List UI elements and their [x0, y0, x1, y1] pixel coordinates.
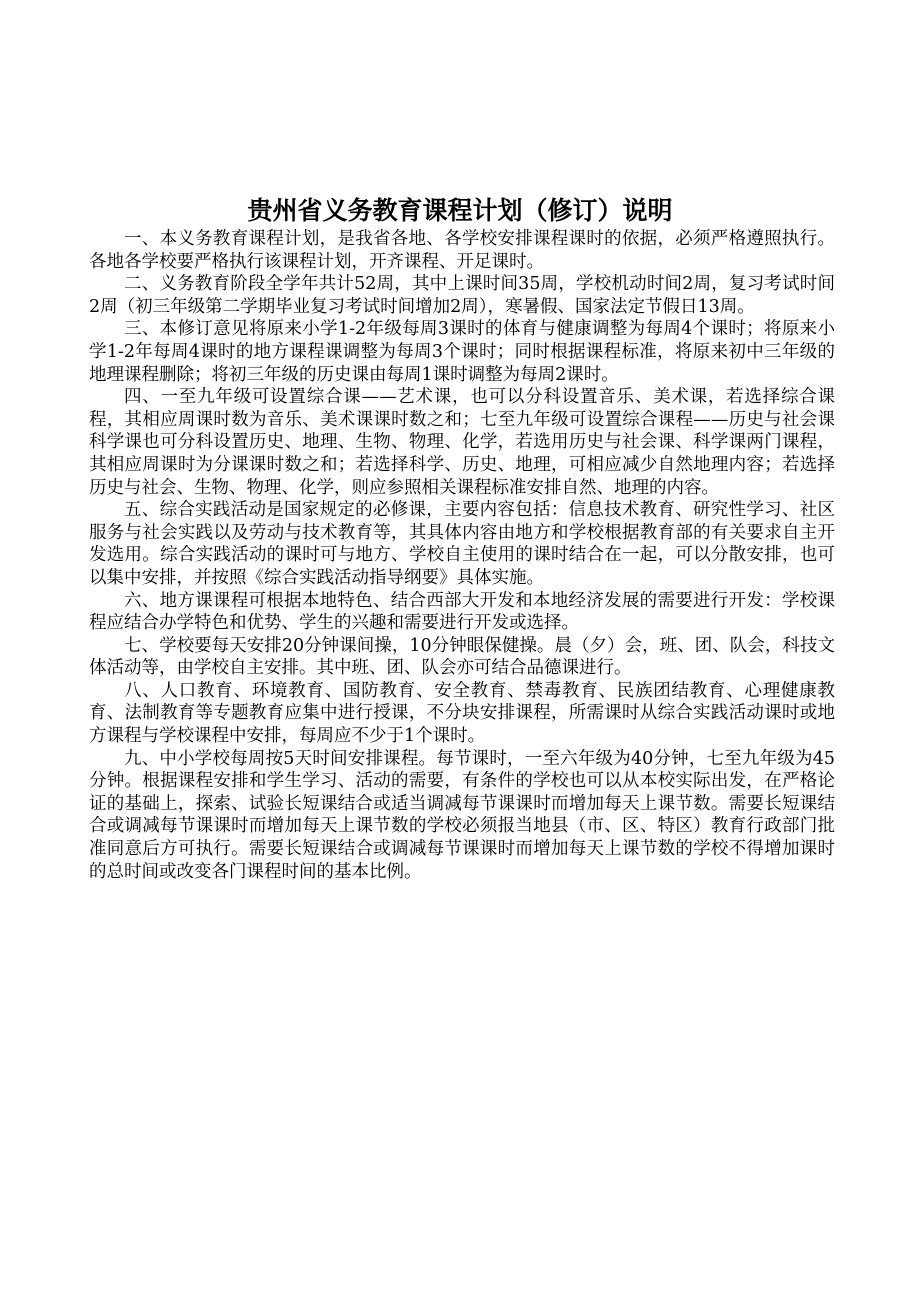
paragraph-7: 七、学校要每天安排20分钟课间操，10分钟眼保健操。晨（夕）会，班、团、队会，科技文体活动等，由学校自主安排。其中班、团、队会亦可结合品德课进行。	[89, 635, 835, 679]
paragraph-2: 二、义务教育阶段全学年共计52周，其中上课时间35周，学校机动时间2周，复习考试时间2周（初三年级第二学期毕业复习考试时间增加2周），寒暑假、国家法定节假日13周。	[89, 274, 835, 317]
document-body	[89, 228, 835, 883]
document-title: 贵州省义务教育课程计划（修订）说明	[247, 196, 673, 225]
paragraph-1: 一、本义务教育课程计划，是我省各地、各学校安排课程课时的依据，必须严格遵照执行。各地各学校要严格执行该课程计划，开齐课程、开足课时。	[89, 229, 835, 272]
paragraph-8: 八、人口教育、环境教育、国防教育、安全教育、禁毒教育、民族团结教育、心理健康教育、法制教育等专题教育应集中进行授课，不分块安排课程，所需课时从综合实践活动课时或地方课程与学校课程中安排，每周应不少于1个课时。	[89, 680, 835, 747]
paragraph-3: 三、本修订意见将原来小学1-2年级每周3课时的体育与健康调整为每周4个课时；将原来小学1-2年每周4课时的地方课程课调整为每周3个课时；同时根据课程标准，将原来初中三年级的地理课程删除；将初三年级的历史课由每周1课时调整为每周2课时。	[89, 319, 835, 385]
paragraph-4: 四、一至九年级可设置综合课——艺术课，也可以分科设置音乐、美术课，若选择综合课程，其相应周课时数为音乐、美术课课时数之和；七至九年级可设置综合课程——历史与社会课科学课也可分科设置历史、地理、生物、物理、化学，若选用历史与社会课、科学课两门课程，其相应周课时为分课课时数之和；若选择科学、历史、地理，可相应减少自然地理内容；若选择历史与社会、生物、物理、化学，则应参照相关课程标准安排自然、地理的内容。	[89, 387, 835, 498]
paragraph-6: 六、地方课课程可根据本地特色、结合西部大开发和本地经济发展的需要进行开发：学校课程应结合办学特色和优势、学生的兴趣和需要进行开发或选择。	[89, 590, 835, 634]
paragraph-5: 五、综合实践活动是国家规定的必修课，主要内容包括：信息技术教育、研究性学习、社区服务与社会实践以及劳动与技术教育等，其具体内容由地方和学校根据教育部的有关要求自主开发选用。综合实践活动的课时可与地方、学校自主使用的课时结合在一起，可以分散安排，也可以集中安排，并按照《综合实践活动指导纲要》具体实施。	[89, 500, 835, 588]
paragraph-9: 九、中小学校每周按5天时间安排课程。每节课时，一至六年级为40分钟，七至九年级为45分钟。根据课程安排和学生学习、活动的需要，有条件的学校也可以从本校实际出发，在严格论证的基础上，探索、试验长短课结合或适当调减每节课课时而增加每天上课节数。需要长短课结合或调减每节课课时而增加每天上课节数的学校必须报当地县（市、区、特区）教育行政部门批准同意后方可执行。需要长短课结合或调减每节课课时而增加每天上课节数的学校不得增加课时的总时间或改变各门课程时间的基本比例。	[89, 748, 835, 882]
